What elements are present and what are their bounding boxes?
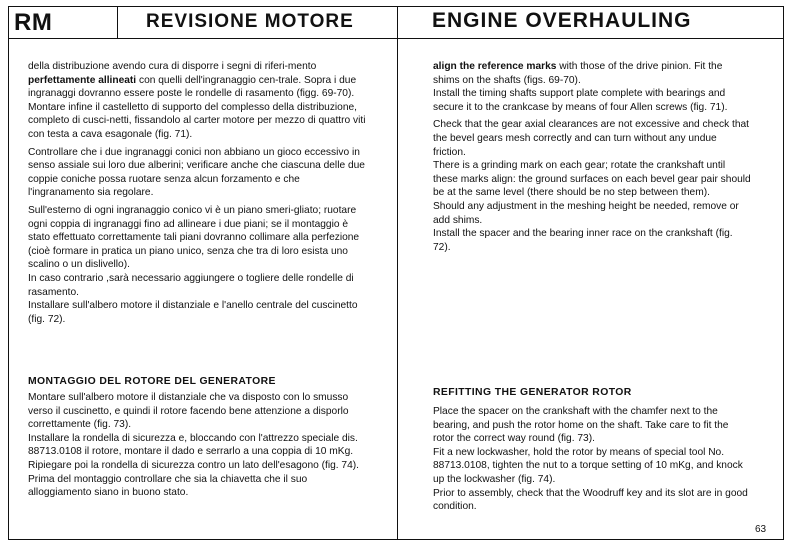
it-section-heading-wrap — [28, 375, 366, 389]
en-paragraph-4: There is a grinding mark on each gear; rotate the crankshaft until these marks align: the ground surfaces on each bevel gear pair should be at the same level (there should be no step between them). — [433, 160, 751, 199]
it-paragraph-4: In caso contrario ,sarà necessario aggiungere o togliere delle rondelle di rasamento. — [28, 272, 354, 298]
it-section-paragraph-3: Prima del montaggio controllare che sia la chiavetta che il suo alloggiamento siano in buono stato. — [28, 473, 308, 499]
en-paragraph-3: Check that the gear axial clearances are not excessive and check that the bevel gears mesh correctly and can turn without any undue friction. — [433, 119, 749, 158]
en-paragraph-1: align the reference marks with those of the drive pinion. Fit the shims on the shafts (figs. 69-70). — [433, 61, 723, 86]
it-section-paragraph-2: Installare la rondella di sicurezza e, bloccando con l'attrezzo speciale dis. 88713.0108 il rotore, montare il dado e serrarlo a una coppia di 10 mKg. Ripiegare poi la rondella di sicurezza contro un lato dell'esagono (fig. 74). — [28, 432, 359, 471]
en-paragraph-2: Install the timing shafts support plate complete with bearings and secure it to the crankcase by means of four Allen screws (fig. 71). — [433, 88, 728, 113]
en-paragraph-6: Install the spacer and the bearing inner race on the crankshaft (fig. 72). — [433, 228, 733, 253]
code-divider — [117, 6, 118, 38]
en-section-paragraph-2: Fit a new lockwasher, hold the rotor by means of special tool No. 88713.0108, tighten the nut to a torque setting of 10 mKg, and knock up the lockwasher (fig. 74). — [433, 446, 743, 485]
header-rule — [8, 38, 784, 39]
title-english: ENGINE OVERHAULING — [432, 9, 692, 32]
section-code: RM — [14, 9, 53, 36]
it-paragraph-1: della distribuzione avendo cura di disporre i segni di riferi-mento perfettamente allineati con quelli dell'ingranaggio cen-trale. Sopra i due ingranaggi dovranno essere poste le rondelle di rasamento (figg. 69-70). Montare infine il castelletto di supporto del complesso della distribuzione, completo di cusci-netti, fissandolo al carter motore per mezzo di quattro viti con testa a cava esagonale (fig. 71). — [28, 61, 366, 140]
it-section-heading: MONTAGGIO DEL ROTORE DEL GENERATORE — [28, 376, 276, 387]
it-section-paragraph-1: Montare sull'albero motore il distanziale che va disposto con lo smusso verso il cuscinetto, e quindi il rotore facendo bene attenzione a disporlo correttamente (fig. 73). — [28, 392, 349, 431]
title-italian: REVISIONE MOTORE — [146, 11, 354, 32]
en-section-paragraph-3: Prior to assembly, check that the Woodruff key and its slot are in good condition. — [433, 487, 748, 513]
it-paragraph-5: Installare sull'albero motore il distanziale e l'anello centrale del cuscinetto (fig. 72). — [28, 300, 358, 325]
en-section-body — [433, 405, 751, 518]
it-section-body — [28, 391, 366, 504]
en-paragraph-5: Should any adjustment in the meshing height be needed, remove or add shims. — [433, 200, 739, 226]
en-section-heading: REFITTING THE GENERATOR ROTOR — [433, 387, 632, 398]
en-section-paragraph-1: Place the spacer on the crankshaft with the chamfer next to the bearing, and push the rotor home on the shaft. Take care to fit the rotor the correct way round (fig. 73). — [433, 406, 729, 445]
column-divider — [397, 6, 398, 540]
english-column — [433, 60, 751, 258]
en-section-heading-wrap — [433, 386, 751, 400]
page-number: 63 — [755, 524, 767, 535]
italian-column — [28, 60, 366, 330]
it-paragraph-3: Sull'esterno di ogni ingranaggio conico vi è un piano smeri-gliato; ruotare ogni coppia di ingranaggi fino ad allineare i due piani; se il montaggio è stato effettuato correttamente tali piani dovranno collimare alla perfezione (cioè formare in pratica un piano unico, senza che tra di loro esista uno scalino o un dislivello). — [28, 204, 360, 271]
it-paragraph-2: Controllare che i due ingranaggi conici non abbiano un gioco eccessivo in senso assiale sui loro due alberini; verificare anche che ciascuna delle due coppie coniche possa ruotare senza alcun forzamento e che l'ingranamento sia regolare. — [28, 146, 365, 199]
